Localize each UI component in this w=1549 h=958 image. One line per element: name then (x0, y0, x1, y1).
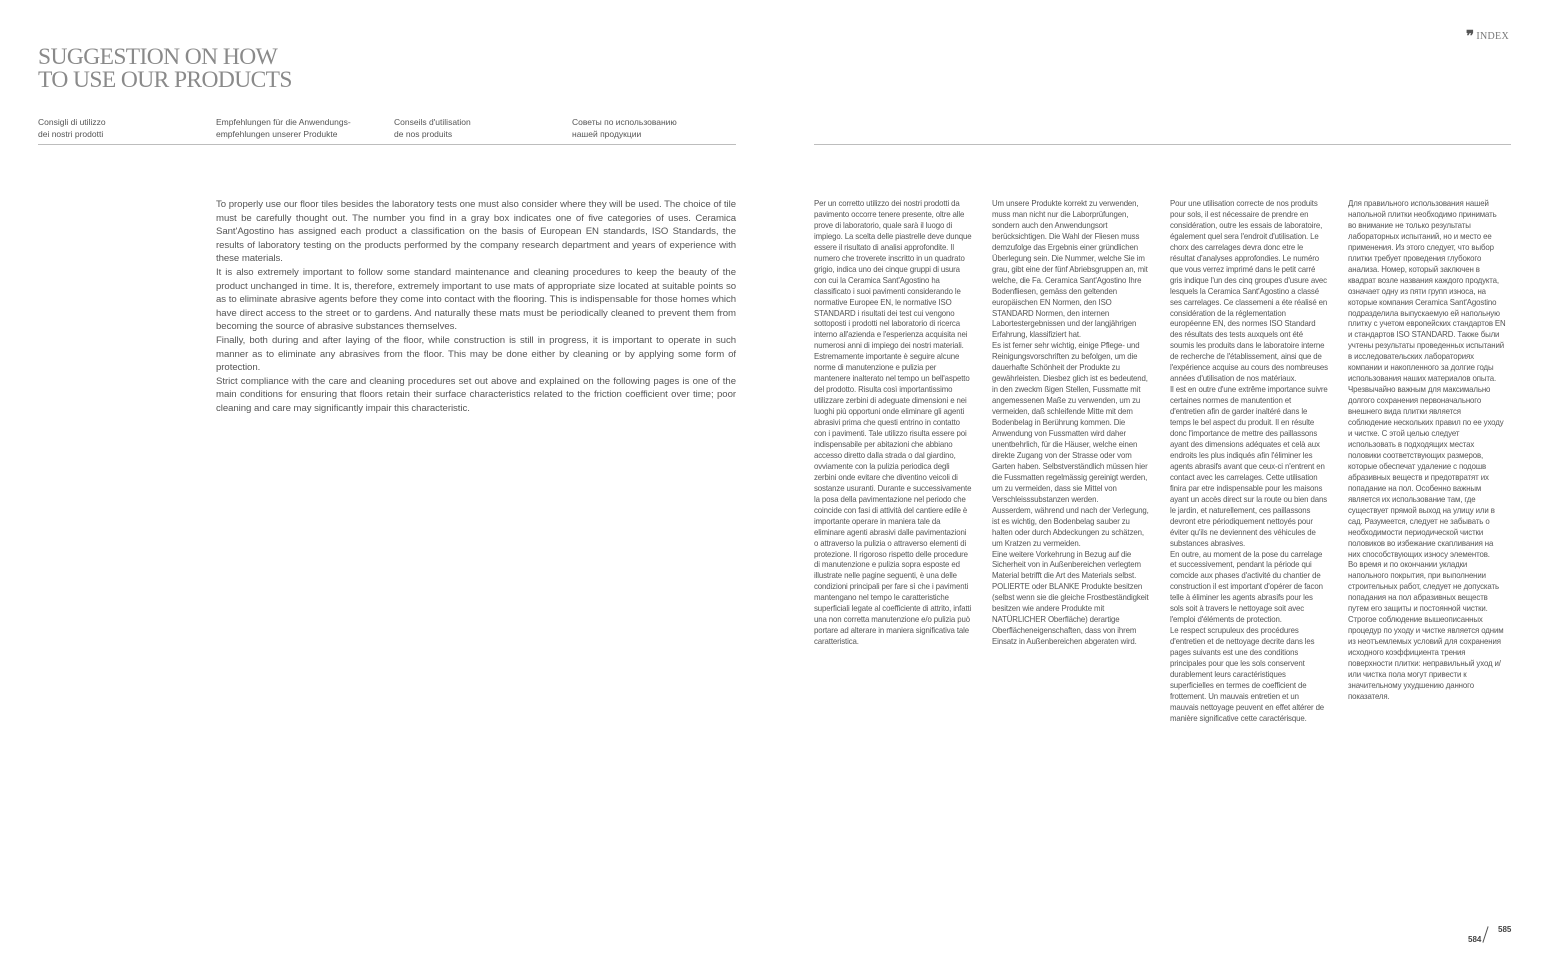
page-title-line-1: SUGGESTION ON HOW (38, 44, 278, 70)
english-body-text (216, 198, 736, 416)
page-number-right: 585 (1498, 925, 1512, 934)
russian-paragraph: Для правильного использования нашей напольной плитки необходимо принимать во внимание не только результаты лабораторных испытаний, но и место ее применения. Из этого следует, что выбор плитки требует проведения глубокого анализа. Номер, который заключен в квадрат возле названия каждого продукта, означает одну из пяти групп износа, на которые компания Ceramica Sant'Agostino подразделила выпускаемую ей напольную плитку с учетом европейских стандартов EN и стандартов ISO STANDARD. Также были учтены результаты проведенных испытаний в исследовательских лабораториях компании и накопленного за долгие годы использования наших материалов опыта. (1348, 199, 1506, 384)
french-paragraph: En outre, au moment de la pose du carrelage et successivement, pendant la période qui comcide aux phases d'activité du chantier de construction il est important d'opérer de facon telle à éliminer les agents abrasifs pour les sols soit à travers le nettoyage soit avec l'emploi d'éléments de protection. (1170, 549, 1323, 625)
german-text-column (992, 199, 1150, 648)
subtitle-line: de nos produits (394, 128, 453, 139)
header-rule-left (38, 144, 736, 145)
english-paragraph: Strict compliance with the care and cleaning procedures set out above and explained on the following pages is one of the main conditions for ensuring that floors retain their surface characteristics related to the friction coefficient over time; poor cleaning and care may significantly impair this characteristic. (216, 375, 736, 414)
english-paragraph: Finally, both during and after laying of the floor, while construction is still in progress, it is important to operate in such manner as to eliminate any abrasives from the floor. This may be done either by cleaning or by applying some form of protection. (216, 334, 736, 374)
header-rule-right (814, 144, 1511, 145)
french-paragraph: Pour une utilisation correcte de nos produits pour sols, il est nécessaire de prendre en considération, outre les essais de laboratoire, également quel sera l'endroit d'utilisation. Le chorx des carrelages devra donc etre le résultat d'analyses approfondies. Le numéro que vous verrez imprimé dans le petit carré gris indique l'un des cinq groupes d'usure avec lesquels la Ceramica Sant'Agostino a classé ses carrelages. Ce classemeni a éte réalisé en considération de la réglementation européenne EN, des normes ISO Standard des résultats des tests auxquels ont été soumis les produits dans le laboratoire interne de recherche de l'établissement, ainsi que de l'expérience acquise au cours des nombreuses années d'utilisation de nos matériaux. (1170, 199, 1328, 384)
subtitle-line: empfehlungen unserer Produkte (216, 128, 338, 139)
subtitle-line: Conseils d'utilisation (394, 117, 471, 127)
subtitle-line: Советы по использованию (572, 117, 677, 127)
russian-paragraph: Чрезвычайно важным для максимально долгого сохранения первоначального внешнего вида плитки является соблюдение нескольких правил по ее уходу и чистке. С этой целью следует использовать в подходящих местах половики соответствующих размеров, которые обеспечат удаление с подошв абразивных веществ и предотвратят их попадание на пол. Особенно важным является их использование там, где существует прямой выход на улицу или в сад. Разумеется, следует не забывать о необходимости периодической чистки половиков во избежание скапливания на них способствующих износу элементов. (1348, 385, 1504, 559)
subtitle-line: Empfehlungen für die Anwendungs- (216, 117, 351, 127)
index-label: INDEX (1476, 31, 1509, 42)
subtitle-line: Consigli di utilizzo (38, 117, 106, 127)
subtitle-russian (572, 117, 742, 140)
german-paragraph: Ausserdem, während und nach der Verlegung, ist es wichtig, den Bodenbelag sauber zu halten oder durch Abdeckungen zu schätzen, um Kratzen zu vermeiden. (992, 505, 1149, 548)
subtitle-french (394, 117, 564, 140)
subtitle-italian (38, 117, 208, 140)
italian-paragraph: Per un corretto utilizzo dei nostri prodotti da pavimento occorre tenere presente, oltre alle prove di laboratorio, quale sarà il luogo di impiego. La scelta delle piastrelle deve dunque essere il risultato di analisi approfondite. Il numero che troverete inscritto in un quadrato grigio, indica uno dei cinque gruppi di usura con cui la Ceramica Sant'Agostino ha classificato i suoi pavimenti considerando le normative Europee EN, le normative ISO STANDARD i risultati dei test cui vengono sottoposti i prodotti nel laboratorio di ricerca interno all'azienda e l'esperienza acquisita nei numerosi anni di impiego dei nostri materiali. Estremamente importante è seguire alcune norme di manutenzione e pulizia per mantenere inalterato nel tempo un bell'aspetto del prodotto. Risulta così importantissimo utilizzare zerbini di adeguate dimensioni e nei luoghi più opportuni onde eliminare gli agenti abrasivi prima che questi entrino in contatto con i pavimenti. Tale utilizzo risulta essere poi indispensabile per abitazioni che abbiano accesso diretto dalla strada o dal giardino, ovviamente con la pulizia periodica degli zerbini onde evitare che diventino veicoli di sostanze usuranti. Durante e successivamente la posa della pavimentazione nel periodo che coincide con fasi di attività del cantiere edile è importante operare in maniera tale da eliminare agenti abrasivi dalle pavimentazioni o attraverso la pulizia o attraverso elementi di protezione. Il rigoroso rispetto delle procedure di manutenzione e pulizia sopra esposte ed illustrate nelle pagine seguenti, è una delle condizioni principali per fare sì che i pavimenti mantengano nel tempo le caratteristiche superficiali legate al coefficiente di attrito, infatti una non corretta manutenzione e/o pulizia può portare ad alterare in maniera significativa tale caratteristica. (814, 199, 972, 647)
english-paragraph: To properly use our floor tiles besides the laboratory tests one must also consider where they will be used. The choice of tile must be carefully thought out. The number you find in a gray box indicates one of five categories of uses. Ceramica Sant'Agostino has assigned each product a classification on the basis of European EN standards, ISO Standards, the results of laboratory testing on the products performed by the company research department and years of experience with these materials. (216, 199, 736, 265)
french-paragraph: Le respect scrupuleux des procédures d'entretien et de nettoyage decrite dans les pages suivants est une des conditions principales pour que les sols conservent durablement leurs caractéristiques superficielles en termes de coefficient de frottement. Un mauvais entretien et un mauvais nettoyage peuvent en effet altérer de manière significative cette caractérisque. (1170, 626, 1325, 723)
index-arrow-icon: ❞ (1466, 29, 1475, 45)
page-title (38, 46, 292, 92)
german-paragraph: Um unsere Produkte korrekt zu verwenden, muss man nicht nur die Laborprüfungen, sondern auch den Anwendungsort berücksichtigen. Die Wahl der Fliesen muss demzufolge das Ergebnis einer gründlichen Überlegung sein. Die Nummer, welche Sie im grau, gibt eine der fünf Abriebsgruppen an, mit welche, die Fa. Ceramica Sant'Agostino Ihre Bodenfliesen, gemäss den geltenden europäischen EN Normen, den ISO STANDARD Normen, den internen Labortestergebnissen und der langjährigen Erfahrung, klassifiziert hat. (992, 199, 1148, 340)
page-number-divider (1482, 926, 1488, 942)
page-title-line-2: TO USE OUR PRODUCTS (38, 67, 292, 93)
subtitle-line: нашей продукции (572, 128, 642, 139)
index-link[interactable] (1466, 27, 1509, 46)
russian-text-column (1348, 199, 1506, 703)
french-text-column (1170, 199, 1328, 725)
subtitle-line: dei nostri prodotti (38, 128, 104, 139)
russian-paragraph: Во время и по окончании укладки напольного покрытия, при выполнении строительных работ, следует не допускать попадания на пол абразивных веществ путем его защиты и постоянной чистки. (1348, 560, 1499, 614)
english-paragraph: It is also extremely important to follow some standard maintenance and cleaning procedures to keep the beauty of the product unchanged in time. It is, therefore, extremely important to use mats of appropriate size located at suitable points so as to eliminate abrasive agents before they come into contact with the flooring. This is indispensable for those homes which have direct access to the street or to gardens. And naturally these mats must be periodically cleaned to prevent them from becoming the source of abrasive substances themselves. (216, 266, 736, 333)
page-number-left: 584 (1468, 935, 1482, 944)
german-paragraph: Eine weitere Vorkehrung in Bezug auf die Sicherheit von in Außenbereichen verlegtem Material betrifft die Art des Materials selbst. POLIERTE oder BLANKE Produkte besitzen (selbst wenn sie die gleiche Frostbeständigkeit besitzen wie andere Produkte mit NATÜRLICHER Oberfläche) derartige Oberflächeneigenschaften, dass von ihrem Einsatz in Außenbereichen abgeraten wird. (992, 549, 1149, 647)
german-paragraph: Es ist ferner sehr wichtig, einige Pflege- und Reinigungsvorschriften zu befolgen, um die dauerhafte Schönheit der Produkte zu gewährleisten. Diesbez glich ist es bedeutend, in den zweckm ßigen Stellen, Fussmatte mit angemessenen Maße zu verwenden, um zu vermeiden, daß schleifende Mitte mit dem Bodenbelag in Berührung kommen. Die Anwendung von Fussmatten wird daher unentbehrlich, für die Häuser, welche einen direkte Zugang von der Strasse oder vom Garten haben. Selbstverständlich müssen hier die Fussmatten regelmässig gereinigt werden, um zu vermeiden, dass sie Mittel von Verschleisssubstanzen werden. (992, 341, 1148, 504)
russian-paragraph: Строгое соблюдение вышеописанных процедур по уходу и чистке является одним из неотъемлемых условий для сохранения исходного коэффициента трения поверхности плитки: неправильный уход и/или чистка пола могут привести к значительному ухудшению данного показателя. (1348, 615, 1504, 701)
subtitle-german (216, 117, 386, 140)
italian-text-column (814, 199, 972, 648)
french-paragraph: Il est en outre d'une extrême importance suivre certaines normes de manutention et d'entretien afin de garder inaltéré dans le temps le bel aspect du produit. Il en résulte donc l'importance de mettre des paillassons ayant des dimensions adéquates et celà aux endroits les plus indiqués afin l'éliminer les agents abrasifs avant que ceux-ci n'entrent en contact avec les carrelages. Cette utilisation finira par etre indispensable pour les maisons ayant un accès direct sur la route ou bien dans le jardin, et naturellement, ces paillassons devront etre périodiquement nettoyés pour éviter qu'ils ne deviennent des véhicules de substances abrasives. (1170, 385, 1328, 548)
